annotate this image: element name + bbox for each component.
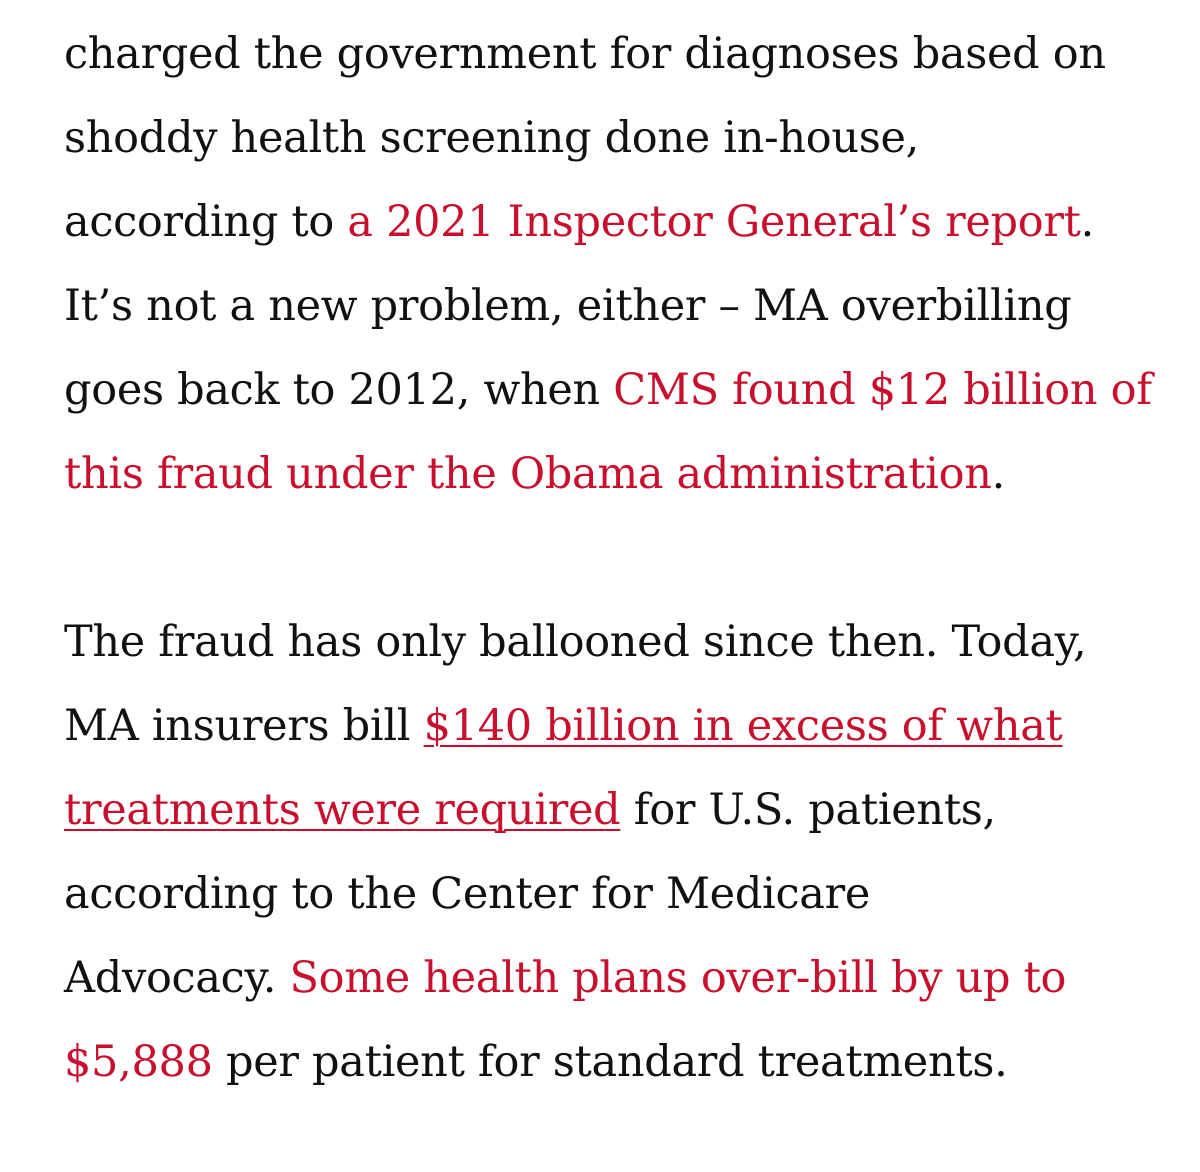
over-bill-link[interactable]: Some health plans over-bill by up to bbox=[289, 953, 1067, 1003]
cms-fraud-link-continued[interactable]: this fraud under the Obama administration bbox=[64, 449, 992, 499]
excess-billing-link[interactable]: $140 billion in excess of what bbox=[423, 701, 1063, 751]
text-segment: per patient for standard treatments. bbox=[212, 1037, 1008, 1087]
excess-billing-link-continued[interactable]: treatments were required bbox=[64, 785, 621, 835]
cms-fraud-link[interactable]: CMS found $12 billion of bbox=[613, 365, 1152, 415]
text-line bbox=[64, 600, 1144, 684]
text-segment: according to the Center for Medicare bbox=[64, 869, 871, 919]
text-line bbox=[64, 684, 1144, 768]
text-segment: . bbox=[1080, 197, 1094, 247]
text-line bbox=[64, 12, 1144, 96]
text-segment: Advocacy. bbox=[64, 953, 290, 1003]
text-line bbox=[64, 180, 1144, 264]
inspector-general-report-link[interactable]: a 2021 Inspector General’s report bbox=[347, 197, 1081, 247]
paragraph-ma-overbilling-history bbox=[64, 12, 1152, 516]
text-segment: MA insurers bill bbox=[64, 701, 424, 751]
text-segment: charged the government for diagnoses based on bbox=[64, 29, 1106, 79]
text-segment: goes back to 2012, when bbox=[64, 365, 614, 415]
text-line bbox=[64, 96, 1144, 180]
text-line bbox=[64, 1020, 1144, 1104]
text-line bbox=[64, 768, 1144, 852]
text-segment: according to bbox=[64, 197, 348, 247]
text-segment: The fraud has only ballooned since then. Today, bbox=[64, 617, 1087, 667]
text-line bbox=[64, 264, 1144, 348]
article-body bbox=[64, 12, 1152, 1104]
text-line bbox=[64, 936, 1144, 1020]
text-segment: . bbox=[991, 449, 1005, 499]
text-segment: shoddy health screening done in-house, bbox=[64, 113, 920, 163]
over-bill-link-continued[interactable]: $5,888 bbox=[64, 1037, 213, 1087]
text-segment: It’s not a new problem, either – MA overbilling bbox=[64, 281, 1072, 331]
paragraph-fraud-ballooned bbox=[64, 600, 1144, 1104]
text-line bbox=[64, 432, 1144, 516]
text-line bbox=[64, 348, 1152, 432]
text-line bbox=[64, 852, 1144, 936]
text-segment: for U.S. patients, bbox=[620, 785, 996, 835]
